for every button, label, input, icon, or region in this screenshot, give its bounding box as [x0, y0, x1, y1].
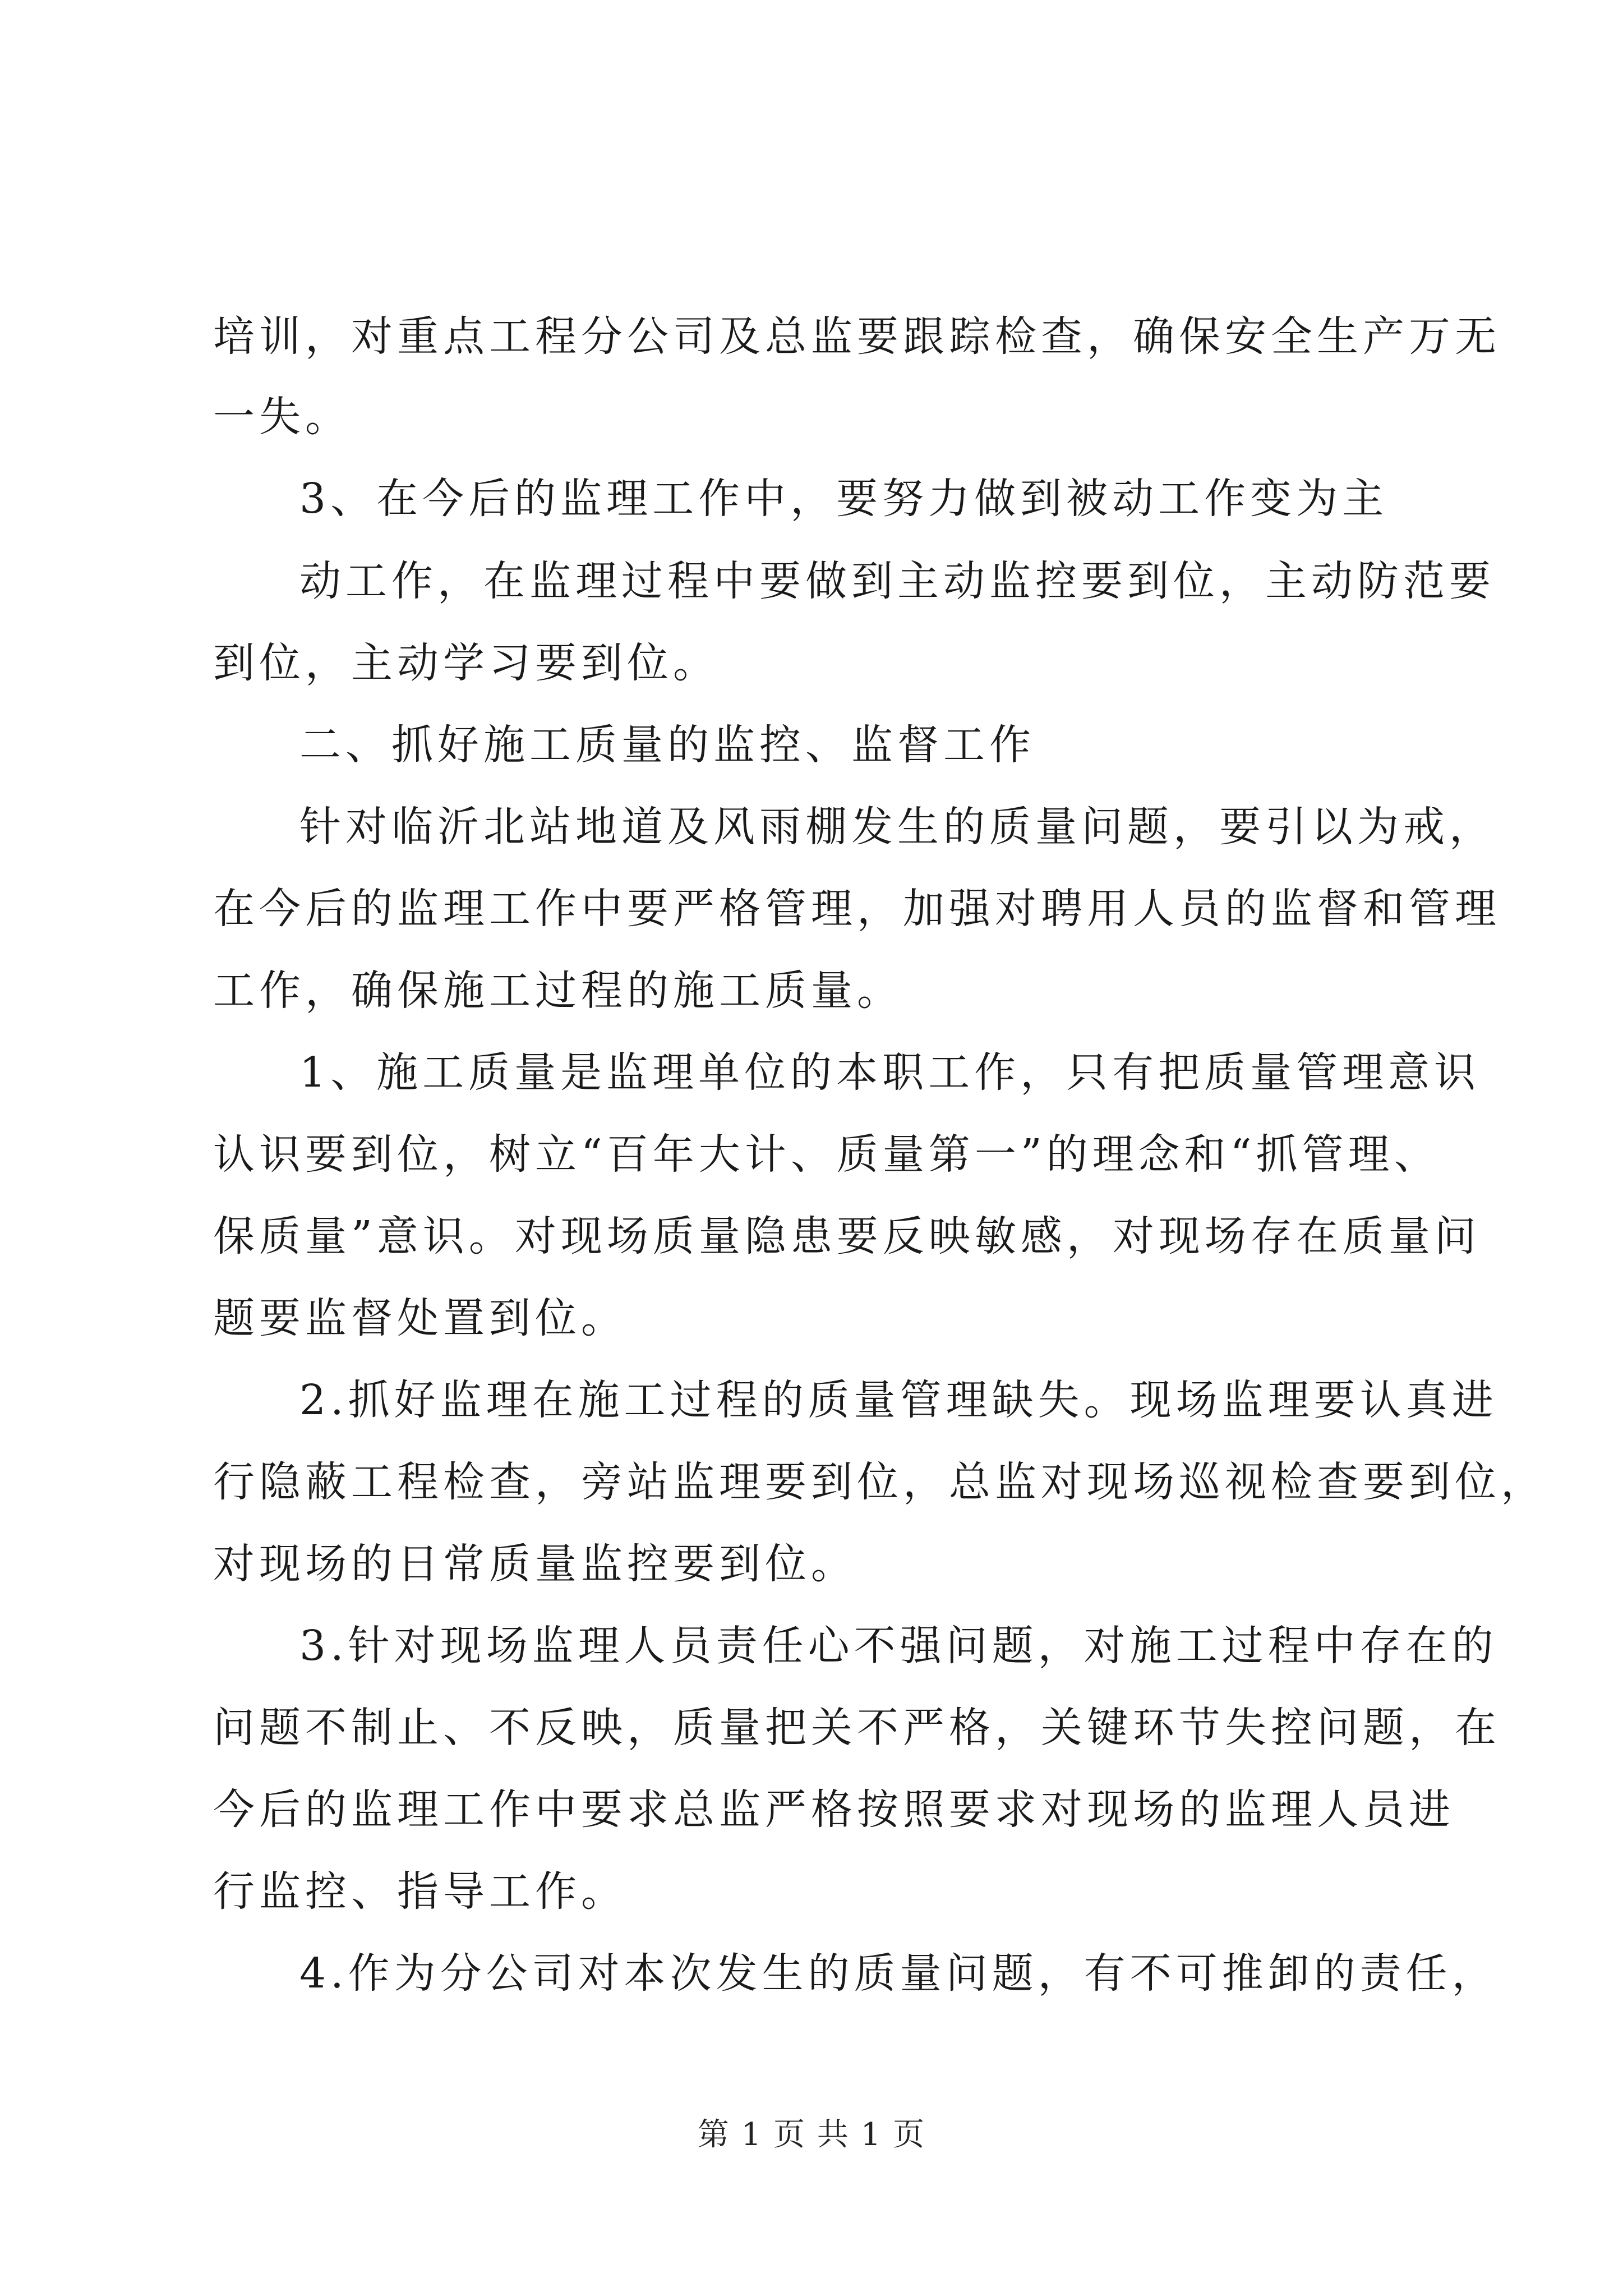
- text-line: 今后的监理工作中要求总监严格按照要求对现场的监理人员进: [213, 1786, 1455, 1834]
- text-line: 行监控、指导工作。: [213, 1867, 627, 1916]
- text-line: 题要监督处置到位。: [213, 1294, 627, 1342]
- text-line: 1、施工质量是监理单位的本职工作，只有把质量管理意识: [299, 1048, 1481, 1097]
- text-line: 针对临沂北站地道及风雨棚发生的质量问题，要引以为戒，: [299, 803, 1495, 851]
- text-line: 3、在今后的监理工作中，要努力做到被动工作变为主: [299, 475, 1389, 523]
- text-line: 2.抓好监理在施工过程的质量管理缺失。现场监理要认真进: [299, 1376, 1498, 1424]
- text-line: 在今后的监理工作中要严格管理，加强对聘用人员的监督和管理: [213, 885, 1501, 933]
- section-heading: 二、抓好施工质量的监控、监督工作: [299, 721, 1035, 769]
- text-line: 4.作为分公司对本次发生的质量问题，有不可推卸的责任，: [299, 1949, 1498, 1998]
- text-line: 3.针对现场监理人员责任心不强问题，对施工过程中存在的: [299, 1622, 1498, 1670]
- text-line: 问题不制止、不反映，质量把关不严格，关键环节失控问题，在: [213, 1704, 1501, 1752]
- text-line: 到位，主动学习要到位。: [213, 639, 719, 687]
- text-line: 一失。: [213, 393, 351, 441]
- text-line: 保质量”意识。对现场质量隐患要反映敏感，对现场存在质量问: [213, 1212, 1481, 1260]
- text-line: 对现场的日常质量监控要到位。: [213, 1540, 857, 1588]
- page-number-footer: 第 1 页 共 1 页: [697, 2116, 926, 2153]
- text-line: 工作，确保施工过程的施工质量。: [213, 967, 903, 1015]
- text-line: 认识要到位，树立“百年大计、质量第一”的理念和“抓管理、: [213, 1130, 1440, 1179]
- text-line: 行隐蔽工程检查，旁站监理要到位，总监对现场巡视检查要到位，: [213, 1458, 1547, 1506]
- text-line: 培训，对重点工程分公司及总监要跟踪检查，确保安全生产万无: [213, 312, 1501, 361]
- text-line: 动工作，在监理过程中要做到主动监控要到位，主动防范要: [299, 557, 1495, 605]
